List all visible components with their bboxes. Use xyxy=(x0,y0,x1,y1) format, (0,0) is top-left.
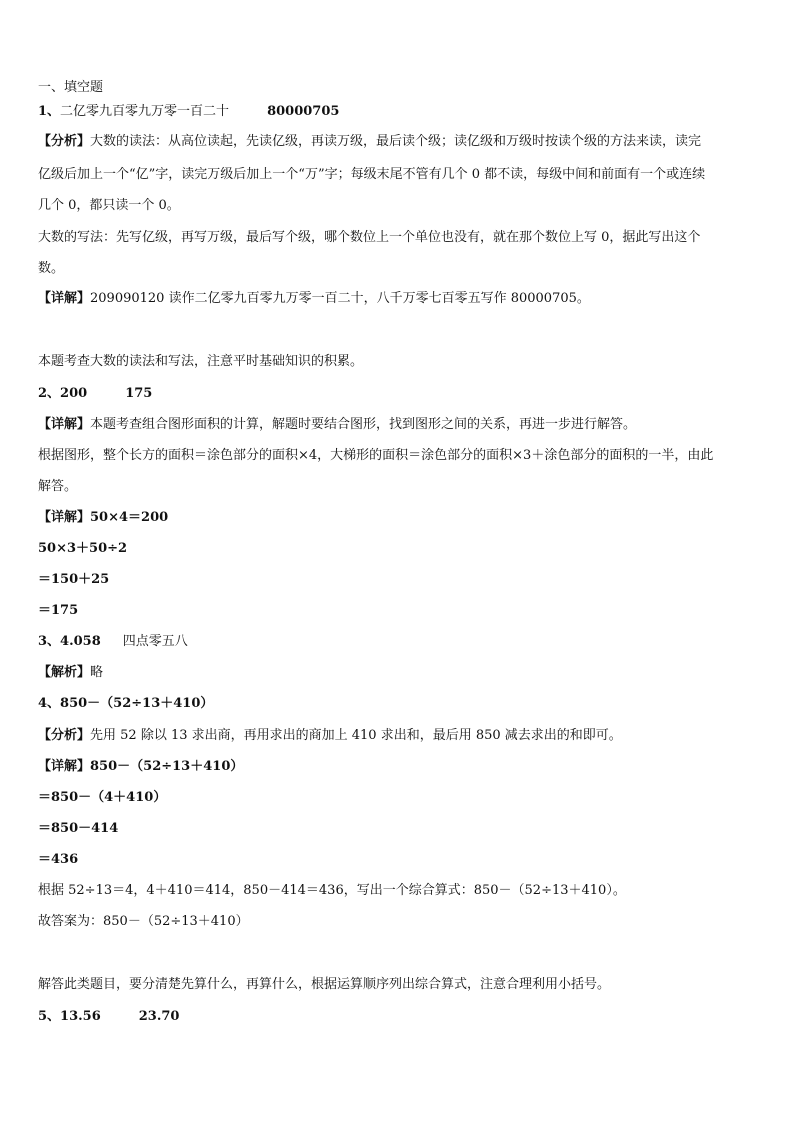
q1-answer-a: 二亿零九百零九万零一百二十 xyxy=(60,104,230,119)
q5-answer-b: 23.70 xyxy=(138,1009,180,1024)
detail-label: 【详解】 xyxy=(38,291,91,306)
q4-summary: 解答此类题目，要分清楚先算什么，再算什么，根据运算顺序列出综合算式，注意合理利用小括号。 xyxy=(38,977,611,992)
section-title: 一、填空题 xyxy=(38,80,104,95)
q3-number: 3、 xyxy=(38,634,61,649)
q5-answer-line xyxy=(38,1008,766,1026)
q1-answer-b: 80000705 xyxy=(267,104,340,119)
q4-answer-line xyxy=(38,695,766,713)
analysis-label: 【分析】 xyxy=(38,728,91,743)
q2-answer-a: 200 xyxy=(60,386,88,401)
q4-answer: 850－（52÷13＋410） xyxy=(60,696,214,711)
q4-calc-3: ＝850－414 xyxy=(38,821,119,836)
q3-jiexi-line: 【解析】略 xyxy=(38,665,104,680)
q4-conclusion: 根据 52÷13＝4，4＋410＝414，850－414＝436，写出一个综合算式：850－（52÷13＋410）。 xyxy=(38,883,626,898)
q1-summary: 本题考查大数的读法和写法，注意平时基础知识的积累。 xyxy=(38,354,364,369)
q4-calc-4: ＝436 xyxy=(38,852,79,867)
q1-answer-line xyxy=(38,103,766,121)
q2-calc-2: 50×3＋50÷2 xyxy=(38,541,128,556)
q2-detail-line-1: 【详解】本题考查组合图形面积的计算，解题时要结合图形，找到图形之间的关系，再进一步进行解答。 xyxy=(38,417,637,432)
q1-write-line-1: 大数的写法：先写亿级，再写万级，最后写个级，哪个数位上一个单位也没有，就在那个数位上写 0，据此写出这个 xyxy=(38,230,701,245)
detail-label: 【详解】 xyxy=(38,417,91,432)
q5-number: 5、 xyxy=(38,1009,61,1024)
q1-number: 1、 xyxy=(38,104,61,119)
q2-answer-line xyxy=(38,385,766,403)
q2-calc-3: ＝150＋25 xyxy=(38,572,110,587)
analysis-label: 【分析】 xyxy=(38,134,91,149)
jiexi-label: 【解析】 xyxy=(38,665,91,680)
q5-answer-a: 13.56 xyxy=(60,1009,101,1024)
q1-write-line-2: 数。 xyxy=(38,261,65,276)
q1-detail-line: 【详解】209090120 读作二亿零九百零九万零一百二十，八千万零七百零五写作 80000705。 xyxy=(38,291,590,306)
q2-reason-line-1: 根据图形，整个长方的面积＝涂色部分的面积×4，大梯形的面积＝涂色部分的面积×3＋涂色部分的面积的一半，由此 xyxy=(38,448,714,463)
q2-reason-line-2: 解答。 xyxy=(38,479,78,494)
q3-answer-b: 四点零五八 xyxy=(122,634,188,649)
q2-calc-4: ＝175 xyxy=(38,603,79,618)
q4-detail-line: 【详解】850－（52÷13＋410） xyxy=(38,759,244,774)
q1-analysis-line-2: 亿级后加上一个“亿”字，读完万级后加上一个“万”字；每级末尾不管有几个 0 都不读，每级中间和前面有一个或连续 xyxy=(38,167,706,182)
q2-number: 2、 xyxy=(38,386,61,401)
q2-answer-b: 175 xyxy=(125,386,153,401)
q2-detail-line-2: 【详解】50×4＝200 xyxy=(38,510,169,525)
q4-number: 4、 xyxy=(38,696,61,711)
q4-calc-2: ＝850－（4＋410） xyxy=(38,790,167,805)
q3-answer-a: 4.058 xyxy=(60,634,101,649)
q4-analysis-line: 【分析】先用 52 除以 13 求出商，再用求出的商加上 410 求出和，最后用 850 减去求出的和即可。 xyxy=(38,728,622,743)
q4-final-answer: 故答案为：850－（52÷13＋410） xyxy=(38,914,249,929)
q1-analysis-line-1: 【分析】大数的读法：从高位读起，先读亿级，再读万级，最后读个级；读亿级和万级时按读个级的方法来读，读完 xyxy=(38,134,702,149)
q1-analysis-line-3: 几个 0，都只读一个 0。 xyxy=(38,198,180,213)
detail-label: 【详解】 xyxy=(38,510,91,525)
detail-label: 【详解】 xyxy=(38,759,91,774)
q3-answer-line xyxy=(38,633,766,651)
